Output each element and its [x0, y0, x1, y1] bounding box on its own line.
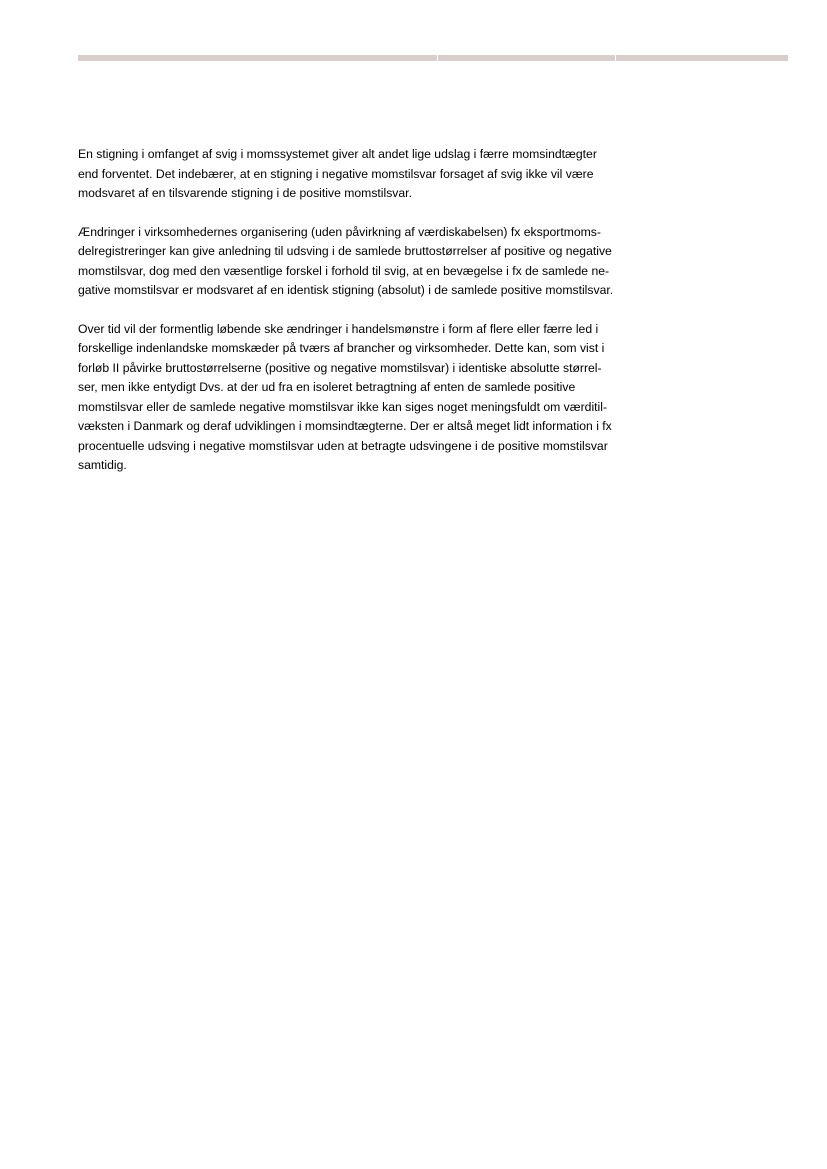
- paragraph: [78, 320, 614, 476]
- text-line: ser, men ikke entydigt Dvs. at der ud fra en isoleret betragtning af enten de samlede positive: [78, 380, 576, 394]
- text-line: delregistreringer kan give anledning til udsving i de samlede bruttostørrelser af positive og negative: [78, 244, 612, 258]
- text-line: forskellige indenlandske momskæder på tværs af brancher og virksomheder. Dette kan, som vist i: [78, 341, 605, 355]
- header-rule-segment: [78, 55, 437, 61]
- text-line: forløb II påvirke bruttostørrelserne (positive og negative momstilsvar) i identiske absolutte størrel-: [78, 360, 602, 375]
- text-line: gative momstilsvar er modsvaret af en identisk stigning (absolut) i de samlede positive momstilsvar.: [78, 283, 614, 297]
- header-rule-segment: [438, 55, 615, 61]
- text-line: En stigning i omfanget af svig i momssystemet giver alt andet lige udslag i færre momsindtægter: [78, 147, 597, 161]
- text-line: samtidig.: [78, 458, 127, 472]
- paragraph: [78, 145, 614, 204]
- text-line: end forventet. Det indebærer, at en stigning i negative momstilsvar forsaget af svig ikke vil være: [78, 166, 594, 181]
- text-line: Over tid vil der formentlig løbende ske ændringer i handelsmønstre i form af flere eller færre led i: [78, 321, 599, 336]
- text-line: Ændringer i virksomhedernes organisering (uden påvirkning af værdiskabelsen) fx eksportmoms-: [78, 224, 601, 239]
- text-line: modsvaret af en tilsvarende stigning i de positive momstilsvar.: [78, 186, 412, 200]
- text-line: procentuelle udsving i negative momstilsvar uden at betragte udsvingene i de positive momstilsvar: [78, 438, 608, 453]
- paragraph: [78, 223, 614, 301]
- header-rule: [78, 55, 788, 61]
- text-line: momstilsvar eller de samlede negative momstilsvar ikke kan siges noget meningsfuldt om værditil-: [78, 399, 608, 414]
- text-line: momstilsvar, dog med den væsentlige forskel i forhold til svig, at en bevægelse i fx de samlede ne-: [78, 263, 610, 278]
- header-rule-segment: [616, 55, 788, 61]
- body-text: [78, 145, 614, 495]
- text-line: væksten i Danmark og deraf udviklingen i momsindtægterne. Der er altså meget lidt information i fx: [78, 419, 612, 433]
